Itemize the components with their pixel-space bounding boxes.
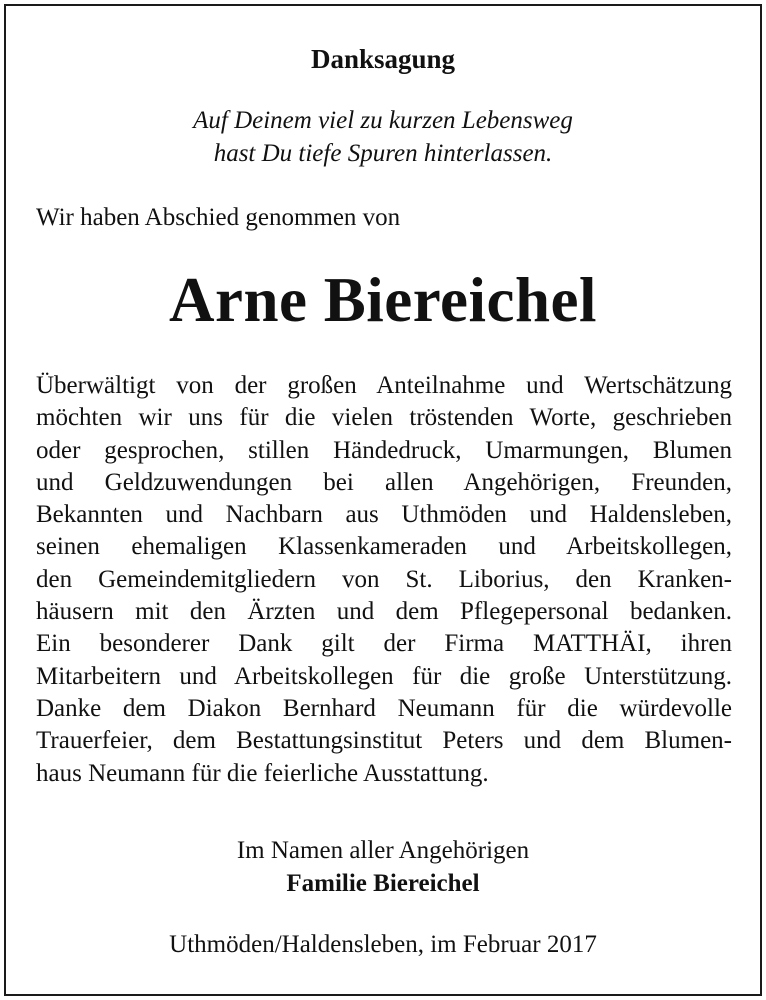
body-line: oder gesprochen, stillen Händedruck, Umarmungen, Blumen [36, 436, 732, 464]
thank-you-text [36, 370, 732, 790]
body-line: und Geldzuwendungen bei allen Angehörigen, Freunden, [36, 468, 732, 496]
body-line: den Gemeindemitgliedern von St. Liborius, den Kranken- [36, 565, 732, 593]
closing-block [6, 834, 760, 900]
obituary-notice-frame [4, 4, 762, 996]
motto-line: Auf Deinem viel zu kurzen Lebensweg [193, 107, 573, 134]
motto-line: hast Du tiefe Spuren hinterlassen. [213, 140, 553, 167]
body-line: seinen ehemaligen Klassenkameraden und Arbeitskollegen, [36, 533, 732, 561]
body-line: Trauerfeier, dem Bestattungsinstitut Peters und dem Blumen- [36, 727, 732, 755]
body-line: Bekannten und Nachbarn aus Uthmöden und Haldensleben, [36, 501, 732, 529]
family-signature: Familie Biereichel [286, 870, 480, 897]
body-line: Überwältigt von der großen Anteilnahme und Wertschätzung [36, 372, 732, 399]
closing-line: Im Namen aller Angehörigen [236, 837, 530, 864]
body-line: häusern mit den Ärzten und dem Pflegepersonal bedanken. [36, 598, 732, 626]
body-line: Danke dem Diakon Bernhard Neumann für die würdevolle [36, 694, 732, 722]
place-and-date: Uthmöden/Haldensleben, im Februar 2017 [169, 931, 597, 958]
body-line: haus Neumann für die feierliche Ausstattung. [36, 759, 489, 787]
body-line: Ein besonderer Dank gilt der Firma MATTHÄI, ihren [36, 630, 732, 658]
deceased-name: Arne Biereichel [169, 265, 597, 335]
motto [6, 104, 760, 170]
body-line: möchten wir uns für die vielen tröstenden Worte, geschrieben [36, 404, 732, 432]
intro-text: Wir haben Abschied genommen von [36, 204, 401, 231]
body-line: Mitarbeitern und Arbeitskollegen für die große Unterstützung. [36, 662, 732, 690]
notice-heading: Danksagung [310, 44, 456, 74]
